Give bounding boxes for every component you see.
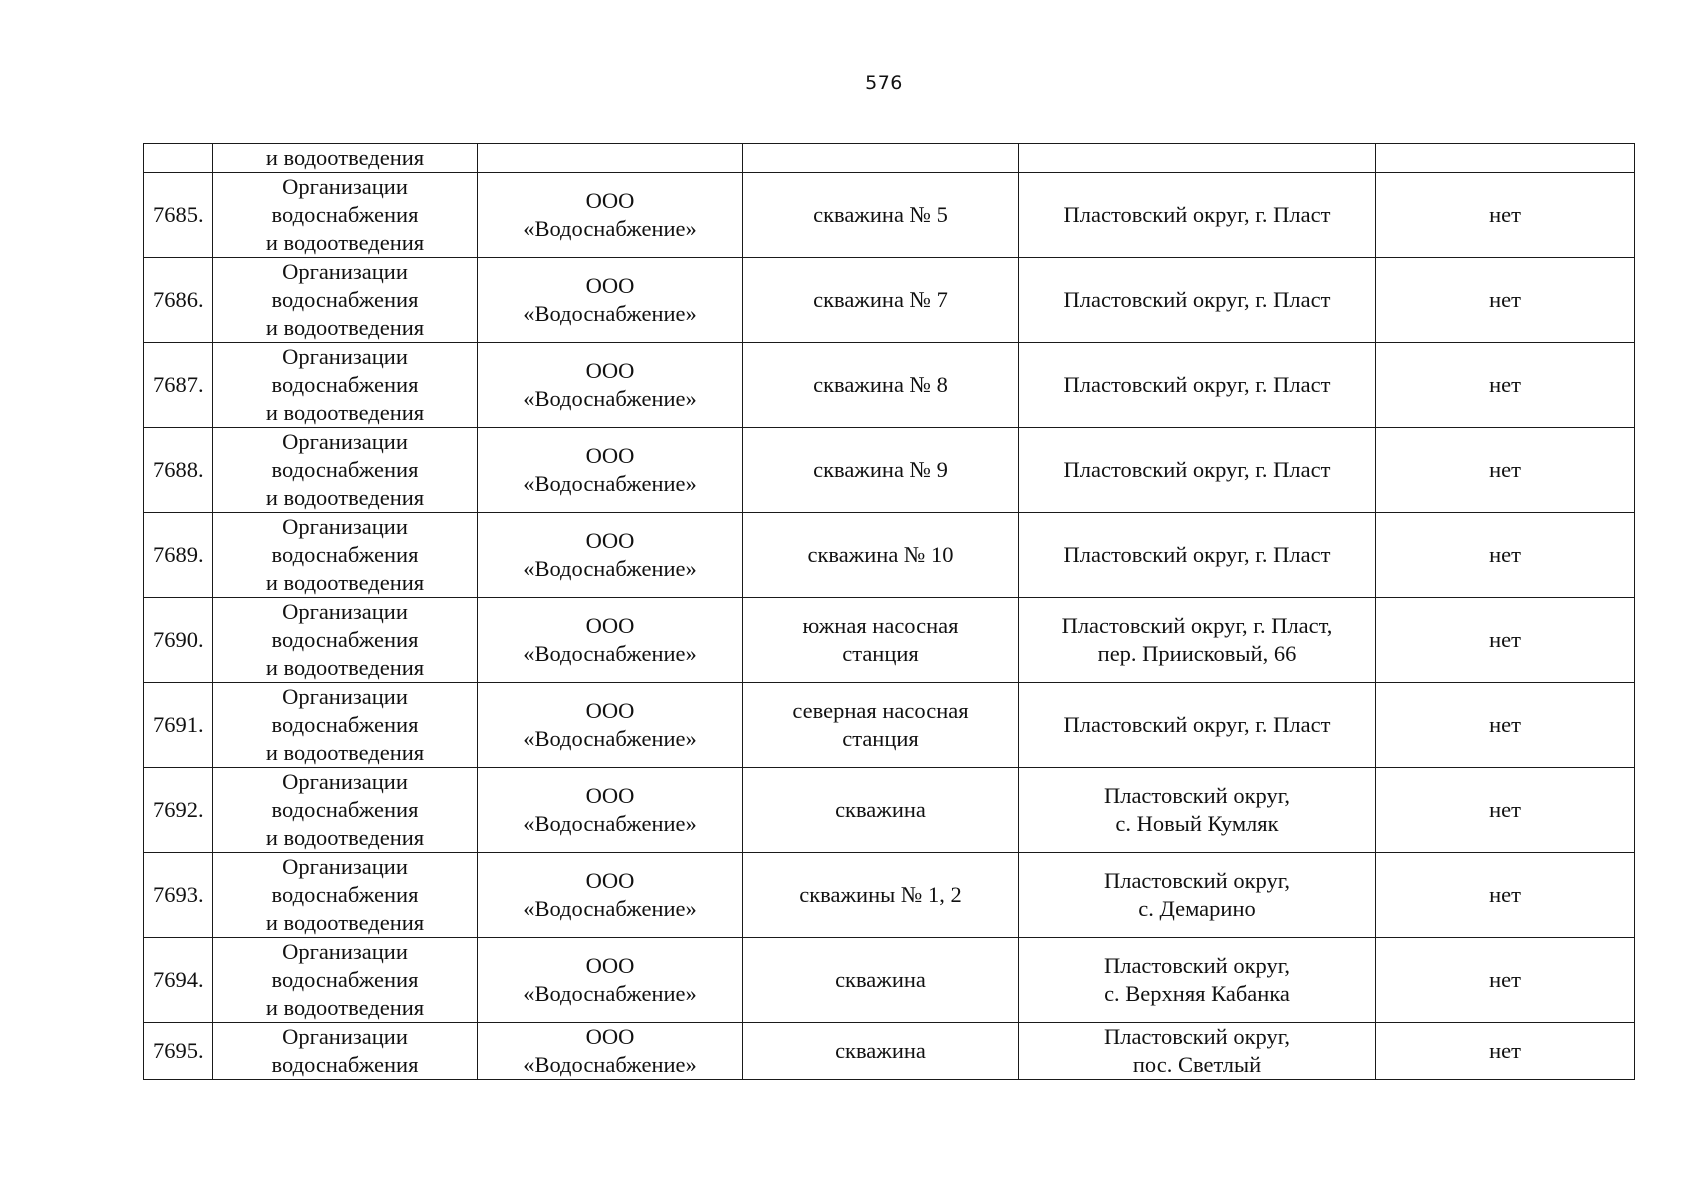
- cell-status: нет: [1376, 258, 1635, 343]
- cell-org-type: Организации водоснабжения и водоотведения: [213, 258, 478, 343]
- table-row: [144, 428, 1635, 513]
- cell-address: Пластовский округ, г. Пласт: [1019, 513, 1376, 598]
- cell-number: 7693.: [144, 853, 213, 938]
- cell-org-type: Организации водоснабжения и водоотведения: [213, 173, 478, 258]
- cell-org-type: Организации водоснабжения и водоотведения: [213, 598, 478, 683]
- cell-organization: ООО «Водоснабжение»: [478, 428, 743, 513]
- page-number: 576: [865, 72, 903, 94]
- registry-table: [143, 143, 1635, 1080]
- table-row-continuation: [144, 144, 1635, 173]
- table-row: [144, 853, 1635, 938]
- cell-organization: ООО «Водоснабжение»: [478, 513, 743, 598]
- table-row: [144, 173, 1635, 258]
- cell-number: 7691.: [144, 683, 213, 768]
- cell-number: 7692.: [144, 768, 213, 853]
- table-row: [144, 768, 1635, 853]
- cell-object: северная насосная станция: [743, 683, 1019, 768]
- cell-address: Пластовский округ, с. Новый Кумляк: [1019, 768, 1376, 853]
- cell-organization: ООО «Водоснабжение»: [478, 173, 743, 258]
- cell-address: Пластовский округ, г. Пласт: [1019, 683, 1376, 768]
- cell-organization: [478, 144, 743, 173]
- cell-number: 7694.: [144, 938, 213, 1023]
- cell-org-type: Организации водоснабжения и водоотведения: [213, 938, 478, 1023]
- cell-status: нет: [1376, 1023, 1635, 1080]
- cell-address: Пластовский округ, с. Демарино: [1019, 853, 1376, 938]
- cell-status: нет: [1376, 513, 1635, 598]
- cell-address: Пластовский округ, г. Пласт: [1019, 258, 1376, 343]
- table-row: [144, 1023, 1635, 1080]
- cell-organization: ООО «Водоснабжение»: [478, 683, 743, 768]
- cell-org-type: Организации водоснабжения и водоотведения: [213, 683, 478, 768]
- cell-org-type: Организации водоснабжения и водоотведения: [213, 428, 478, 513]
- cell-number: 7689.: [144, 513, 213, 598]
- cell-organization: ООО «Водоснабжение»: [478, 343, 743, 428]
- cell-organization: ООО «Водоснабжение»: [478, 598, 743, 683]
- cell-status: нет: [1376, 343, 1635, 428]
- cell-organization: ООО «Водоснабжение»: [478, 768, 743, 853]
- cell-object: скважина № 8: [743, 343, 1019, 428]
- cell-object: скважины № 1, 2: [743, 853, 1019, 938]
- cell-object: скважина: [743, 768, 1019, 853]
- cell-address: Пластовский округ, г. Пласт: [1019, 428, 1376, 513]
- cell-number: 7685.: [144, 173, 213, 258]
- cell-address: Пластовский округ, г. Пласт: [1019, 173, 1376, 258]
- cell-object: скважина № 7: [743, 258, 1019, 343]
- table-row: [144, 683, 1635, 768]
- cell-status: нет: [1376, 173, 1635, 258]
- cell-address: Пластовский округ, г. Пласт: [1019, 343, 1376, 428]
- cell-number: 7695.: [144, 1023, 213, 1080]
- cell-organization: ООО «Водоснабжение»: [478, 938, 743, 1023]
- cell-number: 7690.: [144, 598, 213, 683]
- table-row: [144, 938, 1635, 1023]
- cell-object: скважина № 5: [743, 173, 1019, 258]
- cell-number: [144, 144, 213, 173]
- cell-status: нет: [1376, 598, 1635, 683]
- cell-org-type: Организации водоснабжения и водоотведения: [213, 853, 478, 938]
- cell-object: [743, 144, 1019, 173]
- cell-object: скважина № 10: [743, 513, 1019, 598]
- table-row: [144, 513, 1635, 598]
- cell-org-type: и водоотведения: [213, 144, 478, 173]
- table-row: [144, 258, 1635, 343]
- cell-status: нет: [1376, 938, 1635, 1023]
- registry-table-body: [144, 144, 1635, 1080]
- table-row: [144, 598, 1635, 683]
- cell-object: скважина № 9: [743, 428, 1019, 513]
- cell-number: 7688.: [144, 428, 213, 513]
- cell-status: нет: [1376, 683, 1635, 768]
- cell-number: 7687.: [144, 343, 213, 428]
- cell-status: нет: [1376, 768, 1635, 853]
- cell-address: Пластовский округ, с. Верхняя Кабанка: [1019, 938, 1376, 1023]
- cell-status: нет: [1376, 428, 1635, 513]
- cell-org-type: Организации водоснабжения и водоотведения: [213, 768, 478, 853]
- cell-address: [1019, 144, 1376, 173]
- cell-object: скважина: [743, 938, 1019, 1023]
- cell-org-type: Организации водоснабжения и водоотведения: [213, 343, 478, 428]
- cell-object: скважина: [743, 1023, 1019, 1080]
- table-row: [144, 343, 1635, 428]
- cell-status: нет: [1376, 853, 1635, 938]
- cell-address: Пластовский округ, пос. Светлый: [1019, 1023, 1376, 1080]
- cell-address: Пластовский округ, г. Пласт, пер. Приисковый, 66: [1019, 598, 1376, 683]
- cell-organization: ООО «Водоснабжение»: [478, 258, 743, 343]
- cell-org-type: Организации водоснабжения и водоотведения: [213, 513, 478, 598]
- cell-number: 7686.: [144, 258, 213, 343]
- cell-organization: ООО «Водоснабжение»: [478, 1023, 743, 1080]
- cell-object: южная насосная станция: [743, 598, 1019, 683]
- cell-organization: ООО «Водоснабжение»: [478, 853, 743, 938]
- cell-org-type: Организации водоснабжения: [213, 1023, 478, 1080]
- cell-status: [1376, 144, 1635, 173]
